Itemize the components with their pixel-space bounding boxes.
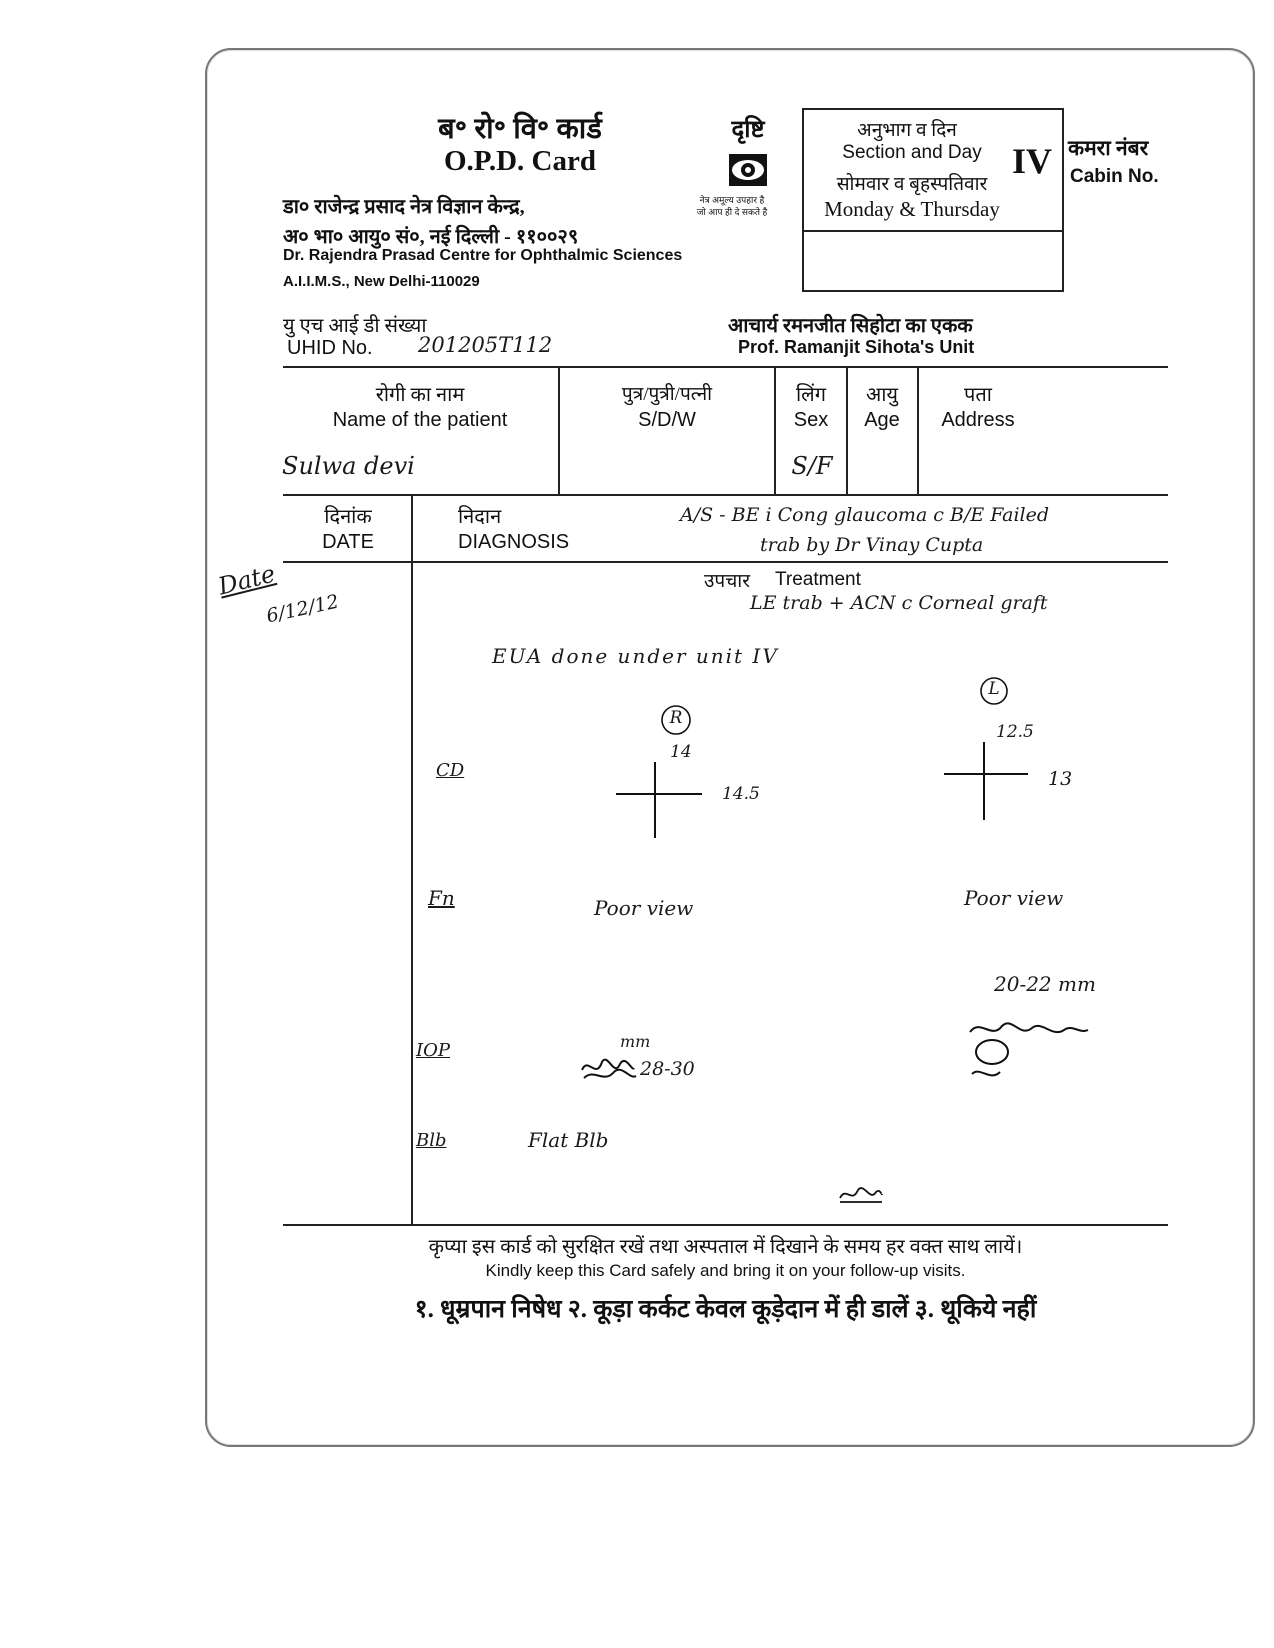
days-english: Monday & Thursday [824,197,1000,221]
treatment-label: Treatment [775,569,861,590]
logo-tagline-1: नेत्र अमूल्य उपहार है [699,195,765,205]
handwritten-date-value: 6/12/12 [264,590,341,628]
scribble-mark [578,1050,638,1086]
centre-name-hindi: डा० राजेन्द्र प्रसाद नेत्र विज्ञान केन्द्र, [283,196,525,218]
section-label-hindi: अनुभाग व दिन [857,120,957,141]
blb-label: Blb [416,1130,447,1151]
uhid-value: 201205T112 [418,333,553,357]
right-eye-label: R [669,708,683,728]
sex-value: S/F [791,452,833,480]
footer-notice-hindi: कृप्या इस कार्ड को सुरक्षित रखें तथा अस्पताल में दिखाने के समय हर वक्त साथ लायें। [428,1236,1023,1258]
age-label-hindi: आयु [865,384,899,406]
date-label-hindi: दिनांक [324,506,372,528]
date-label: DATE [322,531,374,553]
left-eye-cross [942,740,1030,822]
address-label-hindi: पता [964,384,992,406]
sex-label: Sex [793,409,829,431]
centre-name-english: Dr. Rajendra Prasad Centre for Ophthalmic Sciences [283,247,683,264]
le-iop-value: 20-22 mm [994,972,1096,996]
days-hindi: सोमवार व बृहस्पतिवार [836,174,988,195]
unit-english: Prof. Ramanjit Sihota's Unit [738,337,975,357]
re-iop-value: 28-30 [640,1058,695,1080]
card-title-english: O.P.D. Card [444,145,596,177]
right-eye-cross [612,760,706,840]
handwritten-date-label: Date [215,559,278,601]
centre-address-english: A.I.I.M.S., New Delhi-110029 [283,273,480,290]
table-mid-rule [283,494,1168,496]
patient-name-value: Sulwa devi [282,452,415,480]
sdw-label: S/D/W [638,409,696,431]
left-eye-label: L [988,679,1000,699]
card-title-hindi: ब॰ रो॰ वि॰ कार्ड [438,113,602,145]
uhid-label-english: UHID No. [287,337,373,359]
footer-rule [283,1224,1168,1226]
cabin-label-english: Cabin No. [1070,166,1159,187]
section-label-english: Section and Day [842,142,982,163]
re-blb-value: Flat Blb [528,1128,609,1152]
diagnosis-line-1: A/S - BE i Cong glaucoma c B/E Failed [680,504,1050,526]
diagnosis-line-2: trab by Dr Vinay Cupta [760,534,984,556]
diagnosis-label-hindi: निदान [458,506,502,528]
re-fundus-value: Poor view [594,896,694,920]
re-horizontal-value: 14.5 [722,784,760,804]
diagnosis-label: DIAGNOSIS [458,531,570,553]
footer-rules: १. धूम्रपान निषेध २. कूड़ा कर्कट केवल कूड़ेदान में ही डालें ३. थूकिये नहीं [414,1296,1037,1323]
unit-hindi: आचार्य रमनजीत सिहोटा का एकक [728,315,973,337]
patient-name-label: Name of the patient [332,409,508,431]
treatment-plan: LE trab + ACN c Corneal graft [750,592,1048,614]
initials-scribble [838,1182,884,1206]
le-vertical-value: 12.5 [996,722,1034,742]
date-column-divider [411,496,413,1224]
eye-logo-icon [728,153,768,187]
le-fundus-value: Poor view [964,886,1064,910]
uhid-label-hindi: यु एच आई डी संख्या [283,315,427,337]
footer-notice-english: Kindly keep this Card safely and bring it on your follow-up visits. [485,1261,966,1280]
sex-label-hindi: लिंग [796,384,826,406]
le-horizontal-value: 13 [1048,768,1073,790]
centre-address-hindi: अ० भा० आयु० सं०, नई दिल्ली - ११००२९ [283,226,579,248]
section-number: IV [1012,141,1053,181]
treatment-label-hindi: उपचार [704,571,750,592]
fn-label: Fn [428,886,455,910]
drishti-logo-text: दृष्टि [731,117,765,143]
signature-scribble [960,1012,1100,1092]
re-iop-unit: mm [620,1032,651,1051]
cd-label: CD [436,760,465,781]
age-label: Age [864,409,900,431]
eua-note: EUA done under unit IV [492,644,779,668]
logo-tagline-2: जो आप ही दे सकते है [696,207,768,217]
section-box-divider [802,230,1062,232]
iop-label: IOP [416,1040,450,1061]
patient-name-label-hindi: रोगी का नाम [375,384,465,406]
address-label: Address [941,409,1015,431]
diagnosis-bottom-rule [283,561,1168,563]
table-top-rule [283,366,1168,368]
cabin-label-hindi: कमरा नंबर [1068,136,1149,160]
sdw-label-hindi: पुत्र/पुत्री/पत्नी [621,384,713,405]
re-vertical-value: 14 [670,742,692,762]
